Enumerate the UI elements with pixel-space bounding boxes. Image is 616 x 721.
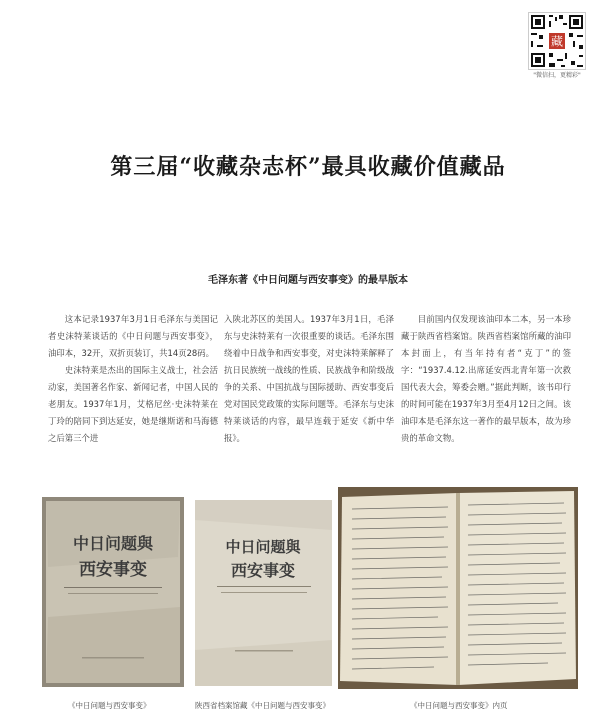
- book-cover-photo-1: [42, 497, 184, 687]
- photo-caption: 《中日问题与西安事变》: [68, 701, 151, 710]
- paragraph: 目前国内仅发现该油印本二本，另一本珍藏于陕西省档案馆。陕西省档案馆所藏的油印本封面上，有当年持有者“克丁”的签字：“1937.4.12.出席延安西北青年第一次救国代表大会，筹委会赠。”据此判断，该书印行的时间可能在1937年3月至4月12日之间。该油印本是毛泽东这一著作的最早版本，故为珍贵的革命文物。: [401, 314, 571, 443]
- book-cover-photo-2: [195, 500, 332, 686]
- text-column-3: [401, 311, 571, 447]
- paragraph: 这本记录1937年3月1日毛泽东与美国记者史沫特莱谈话的《中日问题与西安事变》，油印本，32开，双折页装订，共14页28码。: [48, 314, 218, 358]
- cover-title-line-1: 中日问题與: [225, 538, 301, 556]
- paragraph: 入陕北苏区的美国人。1937年3月1日，毛泽东与史沫特莱有一次很重要的谈话。毛泽东围绕着中日战争和西安事变，对史沫特莱解释了抗日民族统一战线的性质、民族战争和阶级战争的关系、中国抗战与国际援助、西安事变后党对国民党政策的实际问题等。毛泽东与史沫特莱谈话的内容，最早连载于延安《新中华报》。: [224, 314, 394, 443]
- qr-code[interactable]: [528, 12, 586, 70]
- book-inner-pages-photo: [338, 487, 578, 689]
- text-column-2: [224, 311, 394, 447]
- qr-caption: "微信扫，更精彩": [533, 72, 581, 79]
- qr-badge-text: 藏: [550, 34, 564, 49]
- cover-title-line-2: 西安事变: [230, 561, 296, 580]
- photo-caption: 《中日问题与西安事变》内页: [410, 701, 508, 710]
- photo-caption: 陕西省档案馆藏《中日问题与西安事变》: [195, 701, 330, 710]
- qr-code-graphic: [529, 13, 585, 69]
- cover-title-line-2: 西安事变: [79, 560, 147, 580]
- paragraph: 史沫特莱是杰出的国际主义战士，社会活动家，美国著名作家、新闻记者，中国人民的老朋友。1937年1月，艾格尼丝·史沫特莱在丁玲的陪同下到达延安，她是继斯诺和马海德之后第三个进: [48, 365, 218, 443]
- page-title: 第三届“收藏杂志杯”最具收藏价值藏品: [110, 154, 506, 180]
- article-subtitle: 毛泽东著《中日问题与西安事变》的最早版本: [208, 275, 408, 286]
- text-column-1: [48, 311, 218, 447]
- cover-title-line-1: 中日问题與: [72, 534, 154, 553]
